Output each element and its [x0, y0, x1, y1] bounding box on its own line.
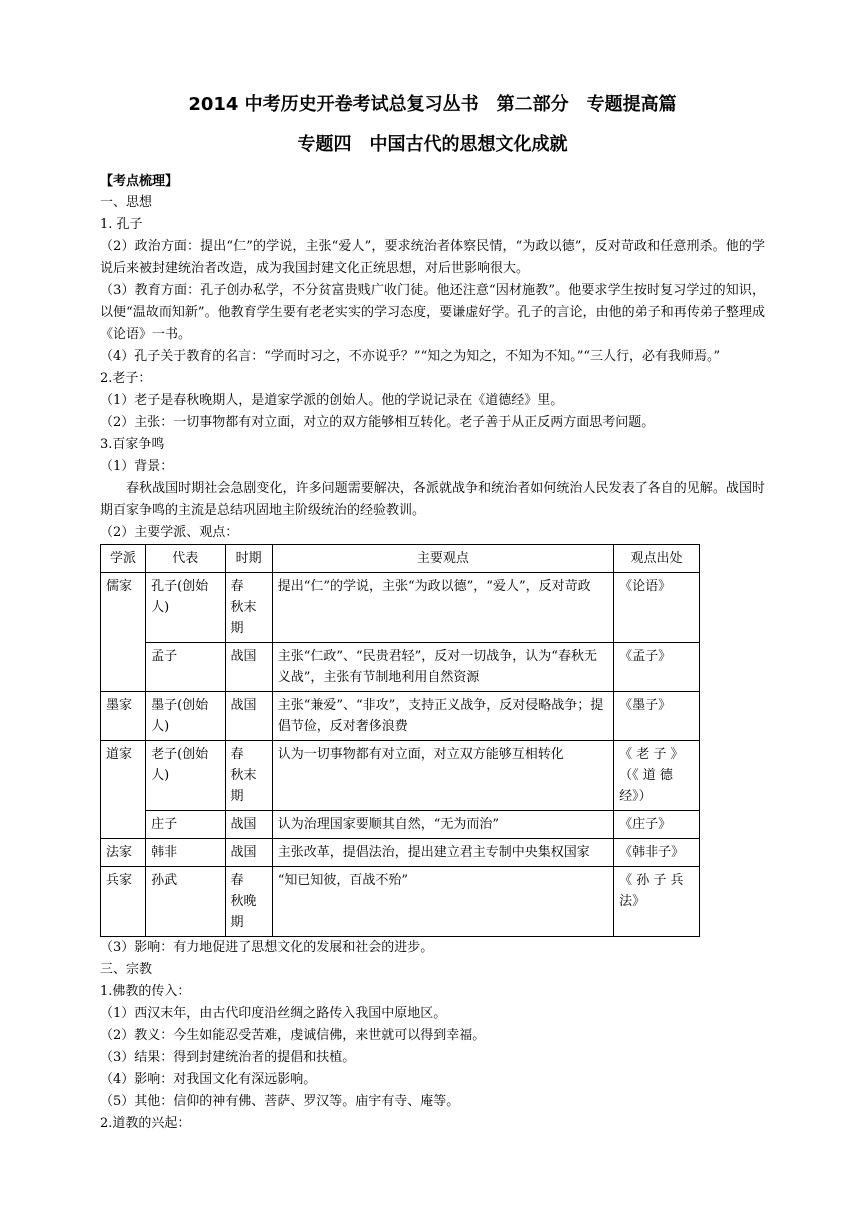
cell-view: 主张改革，提倡法治，提出建立君主专制中央集权国家: [272, 839, 613, 867]
cell-representative: 老子(创始人): [146, 741, 225, 811]
confucius-quotes: （4）孔子关于教育的名言：“学而时习之，不亦说乎？”“知之为知之，不知为不知。”“三人行，必有我师焉。”: [100, 349, 721, 364]
cell-representative: 庄子: [146, 811, 225, 839]
cell-source: 《韩非子》: [614, 839, 700, 867]
background-label: （1）背景：: [100, 459, 174, 474]
schools-label: （2）主要学派、观点：: [100, 525, 239, 540]
cell-school: 兵家: [101, 867, 146, 937]
cell-source: 《庄子》: [614, 811, 700, 839]
cell-view: 认为一切事物都有对立面，对立双方能够互相转化: [272, 741, 613, 811]
list-item: （3）结果：得到封建统治者的提倡和扶植。: [100, 1050, 356, 1065]
confucius-education: （3）教育方面：孔子创办私学，不分贫富贵贱广收门徒。他还注意“因材施教”。他要求学生按时复习学过的知识，以便“温故而知新”。他教育学生要有老老实实的学习态度，要谦虚好学。孔子的言论，由他的弟子和再传弟子整理成《论语》一书。: [100, 283, 765, 342]
cell-source: 《 孙 子 兵法》: [614, 867, 700, 937]
background-text: 春秋战国时期社会急剧变化，许多问题需要解决，各派就战争和统治者如何统治人民发表了各自的见解。战国时期百家争鸣的主流是总结巩固地主阶级统治的经验教训。: [100, 481, 765, 518]
table-row: [101, 573, 700, 643]
cell-period: 战国: [225, 839, 272, 867]
cell-view: 主张“兼爱”、“非攻”，支持正义战争，反对侵略战争；提倡节俭，反对奢侈浪费: [272, 692, 613, 741]
part1-heading: 一、思想: [100, 195, 153, 210]
cell-period: 战国: [225, 692, 272, 741]
book-title: 2014 中考历史开卷考试总复习丛书 第二部分 专题提高篇: [188, 94, 677, 115]
cell-period: 战国: [225, 643, 272, 692]
confucius-heading: 1. 孔子: [100, 217, 143, 232]
cell-school: 儒家: [101, 573, 146, 692]
cell-representative: 韩非: [146, 839, 225, 867]
list-item: （2）教义：今生如能忍受苦难，虔诚信佛，来世就可以得到幸福。: [100, 1028, 486, 1043]
part3-heading: 三、宗教: [100, 962, 153, 977]
buddhism-heading: 1.佛教的传入：: [100, 984, 191, 999]
cell-period: 春 秋末期: [225, 573, 272, 643]
table-row: [101, 741, 700, 811]
table-row: [101, 839, 700, 867]
header-representative: 代表: [146, 545, 225, 573]
table-row: [101, 867, 700, 937]
topic-title: 专题四 中国古代的思想文化成就: [297, 134, 568, 155]
section-header: 【考点梳理】: [100, 174, 179, 189]
cell-source: 《孟子》: [614, 643, 700, 692]
hundred-schools-heading: 3.百家争鸣: [100, 437, 165, 452]
table-row: [101, 692, 700, 741]
list-item: （4）影响：对我国文化有深远影响。: [100, 1072, 317, 1087]
cell-school: 道家: [101, 741, 146, 839]
confucius-politics: （2）政治方面：提出“仁”的学说，主张“爱人”，要求统治者体察民情，“为政以德”，反对苛政和任意刑杀。他的学说后来被封建统治者改造，成为我国封建文化正统思想，对后世影响很大。: [100, 239, 765, 276]
cell-period: 春 秋晚期: [225, 867, 272, 937]
cell-period: 战国: [225, 811, 272, 839]
cell-representative: 孙武: [146, 867, 225, 937]
list-item: （1）西汉末年，由古代印度沿丝绸之路传入我国中原地区。: [100, 1006, 447, 1021]
cell-school: 墨家: [101, 692, 146, 741]
taoism-heading: 2.道教的兴起：: [100, 1116, 191, 1131]
impact-text: （3）影响：有力地促进了思想文化的发展和社会的进步。: [100, 940, 434, 955]
cell-view: 认为治理国家要顺其自然，“无为而治”: [272, 811, 613, 839]
table-header-row: [101, 545, 700, 573]
header-view: 主要观点: [272, 545, 613, 573]
list-item: （5）其他：信仰的神有佛、菩萨、罗汉等。庙宇有寺、庵等。: [100, 1094, 460, 1109]
cell-view: 提出“仁”的学说，主张“为政以德”，“爱人”，反对苛政: [272, 573, 613, 643]
cell-source: 《墨子》: [614, 692, 700, 741]
cell-view: “知已知彼，百战不殆”: [272, 867, 613, 937]
header-school: 学派: [101, 545, 146, 573]
table-row: [101, 811, 700, 839]
laozi-idea: （2）主张：一切事物都有对立面，对立的双方能够相互转化。老子善于从正反两方面思考问题。: [100, 415, 655, 430]
cell-representative: 孟子: [146, 643, 225, 692]
schools-table: [100, 544, 700, 937]
cell-view: 主张“仁政”、“民贵君轻”，反对一切战争，认为“春秋无义战”，主张有节制地利用自然资源: [272, 643, 613, 692]
laozi-intro: （1）老子是春秋晚期人，是道家学派的创始人。他的学说记录在《道德经》里。: [100, 393, 564, 408]
document-page: [100, 90, 765, 1135]
cell-representative: 墨子(创始人): [146, 692, 225, 741]
cell-school: 法家: [101, 839, 146, 867]
cell-source: 《论语》: [614, 573, 700, 643]
cell-period: 春 秋末期: [225, 741, 272, 811]
header-period: 时期: [225, 545, 272, 573]
laozi-heading: 2.老子：: [100, 371, 152, 386]
header-source: 观点出处: [614, 545, 700, 573]
cell-representative: 孔子(创始人): [146, 573, 225, 643]
cell-source: 《 老 子 》（《 道 德 经》）: [614, 741, 700, 811]
table-row: [101, 643, 700, 692]
